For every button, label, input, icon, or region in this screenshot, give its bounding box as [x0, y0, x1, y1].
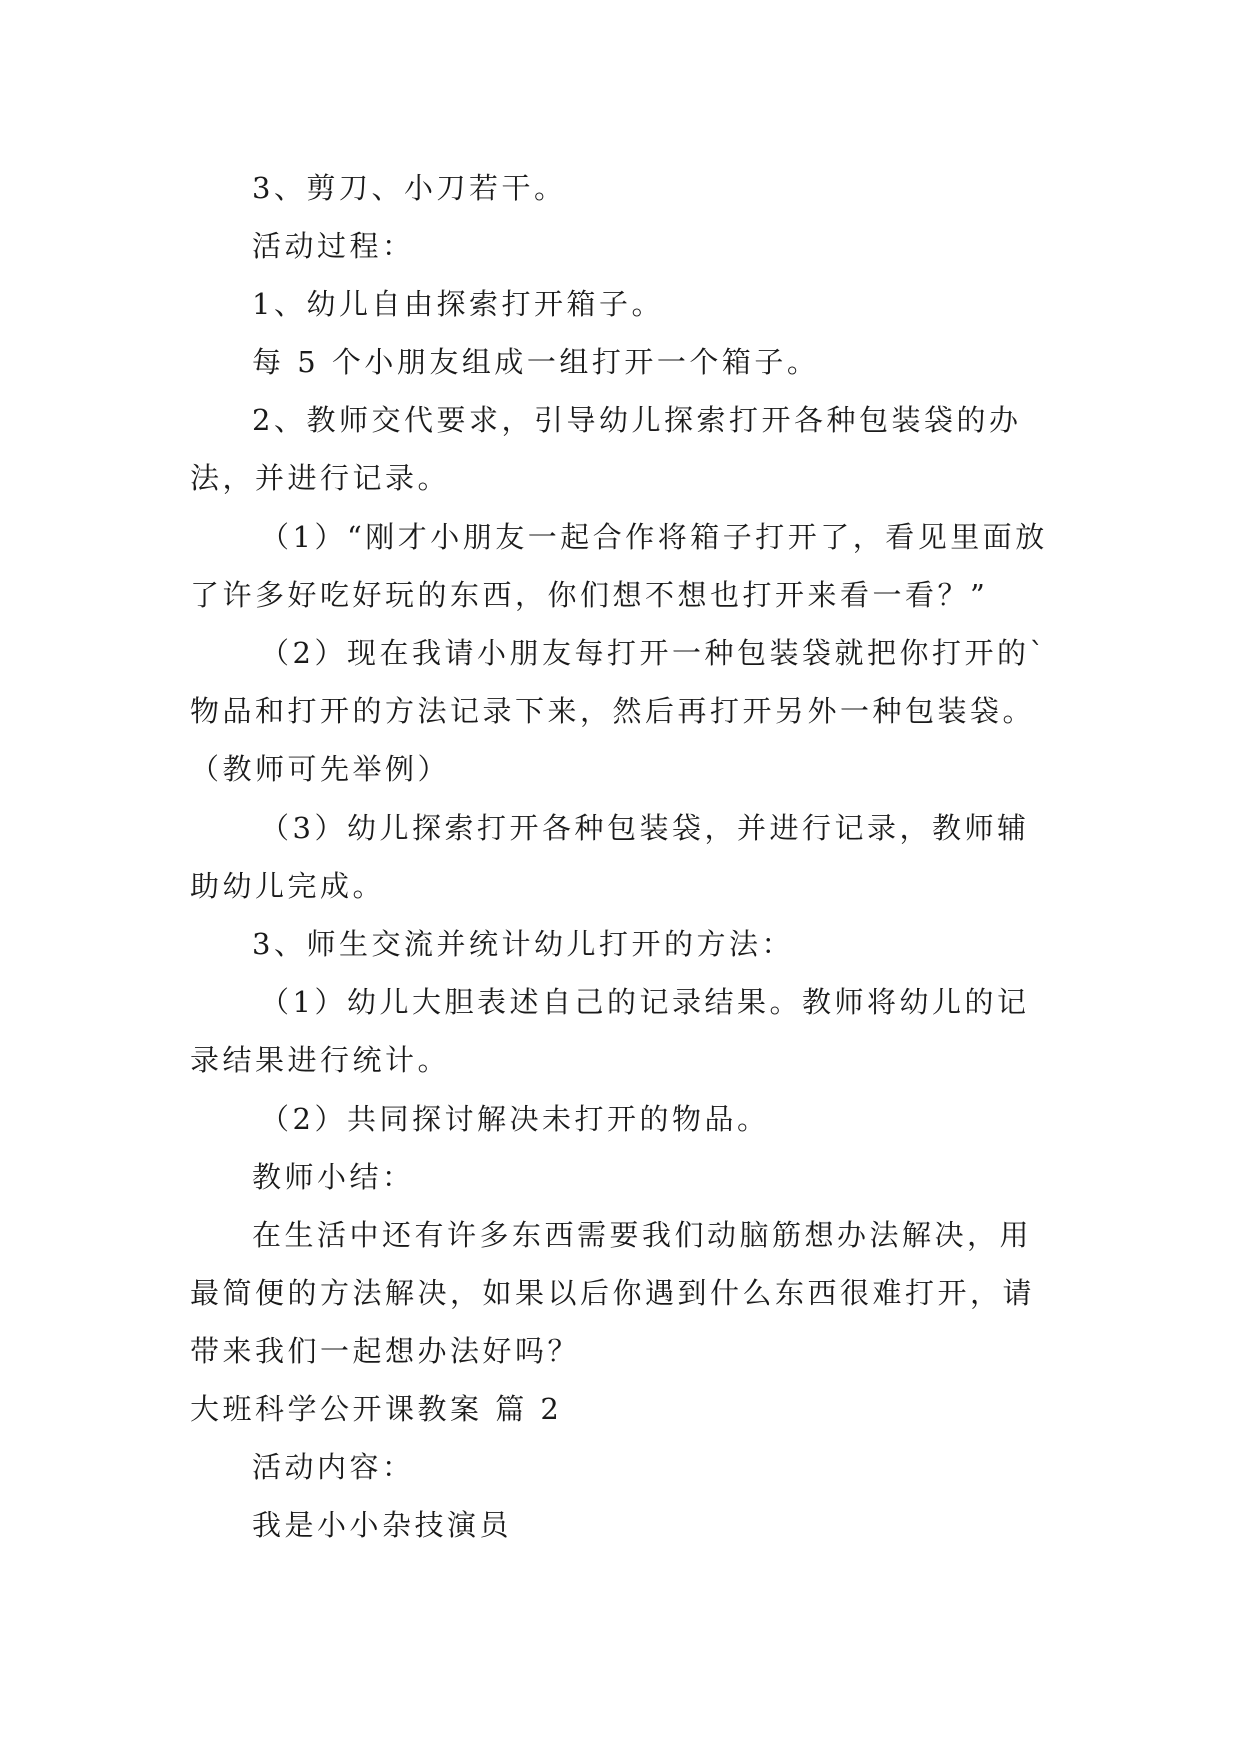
text-line-step-3-2: （2）共同探讨解决未打开的物品。: [260, 1102, 770, 1136]
text-line-step-2-2-example: （教师可先举例）: [190, 752, 451, 786]
text-line-summary-3: 带来我们一起想办法好吗？: [190, 1334, 581, 1368]
text-line-materials-3: 3、剪刀、小刀若干。: [252, 171, 567, 205]
text-line-step-2-2-cont: 物品和打开的方法记录下来，然后再打开另外一种包装袋。: [190, 694, 1036, 728]
text-line-step-2: 2、教师交代要求，引导幼儿探索打开各种包装袋的办: [252, 403, 1022, 437]
text-line-summary-2: 最简便的方法解决，如果以后你遇到什么东西很难打开，请: [190, 1276, 1036, 1310]
text-line-summary-heading: 教师小结：: [252, 1160, 415, 1194]
text-line-step-3-1-cont: 录结果进行统计。: [190, 1043, 451, 1077]
text-line-grouping: 每 5 个小朋友组成一组打开一个箱子。: [252, 345, 820, 379]
text-line-step-3-1: （1）幼儿大胆表述自己的记录结果。教师将幼儿的记: [260, 985, 1030, 1019]
text-line-step-2-2: （2）现在我请小朋友每打开一种包装袋就把你打开的`: [260, 636, 1048, 670]
text-line-step-2-cont: 法，并进行记录。: [190, 461, 451, 495]
text-line-step-1: 1、幼儿自由探索打开箱子。: [252, 287, 664, 321]
text-line-step-2-1: （1）“刚才小朋友一起合作将箱子打开了，看见里面放: [260, 520, 1048, 554]
text-line-content-heading: 活动内容：: [252, 1450, 415, 1484]
text-line-step-2-3-cont: 助幼儿完成。: [190, 869, 386, 903]
text-line-summary-1: 在生活中还有许多东西需要我们动脑筋想办法解决，用: [252, 1218, 1033, 1252]
text-line-step-2-1-cont: 了许多好吃好玩的东西，你们想不想也打开来看一看？”: [190, 578, 989, 612]
text-line-process-heading: 活动过程：: [252, 229, 415, 263]
section-heading: 大班科学公开课教案 篇 2: [190, 1392, 563, 1426]
text-line-content-title: 我是小小杂技演员: [252, 1508, 513, 1542]
text-line-step-3: 3、师生交流并统计幼儿打开的方法：: [252, 927, 794, 961]
text-line-step-2-3: （3）幼儿探索打开各种包装袋，并进行记录，教师辅: [260, 811, 1030, 845]
